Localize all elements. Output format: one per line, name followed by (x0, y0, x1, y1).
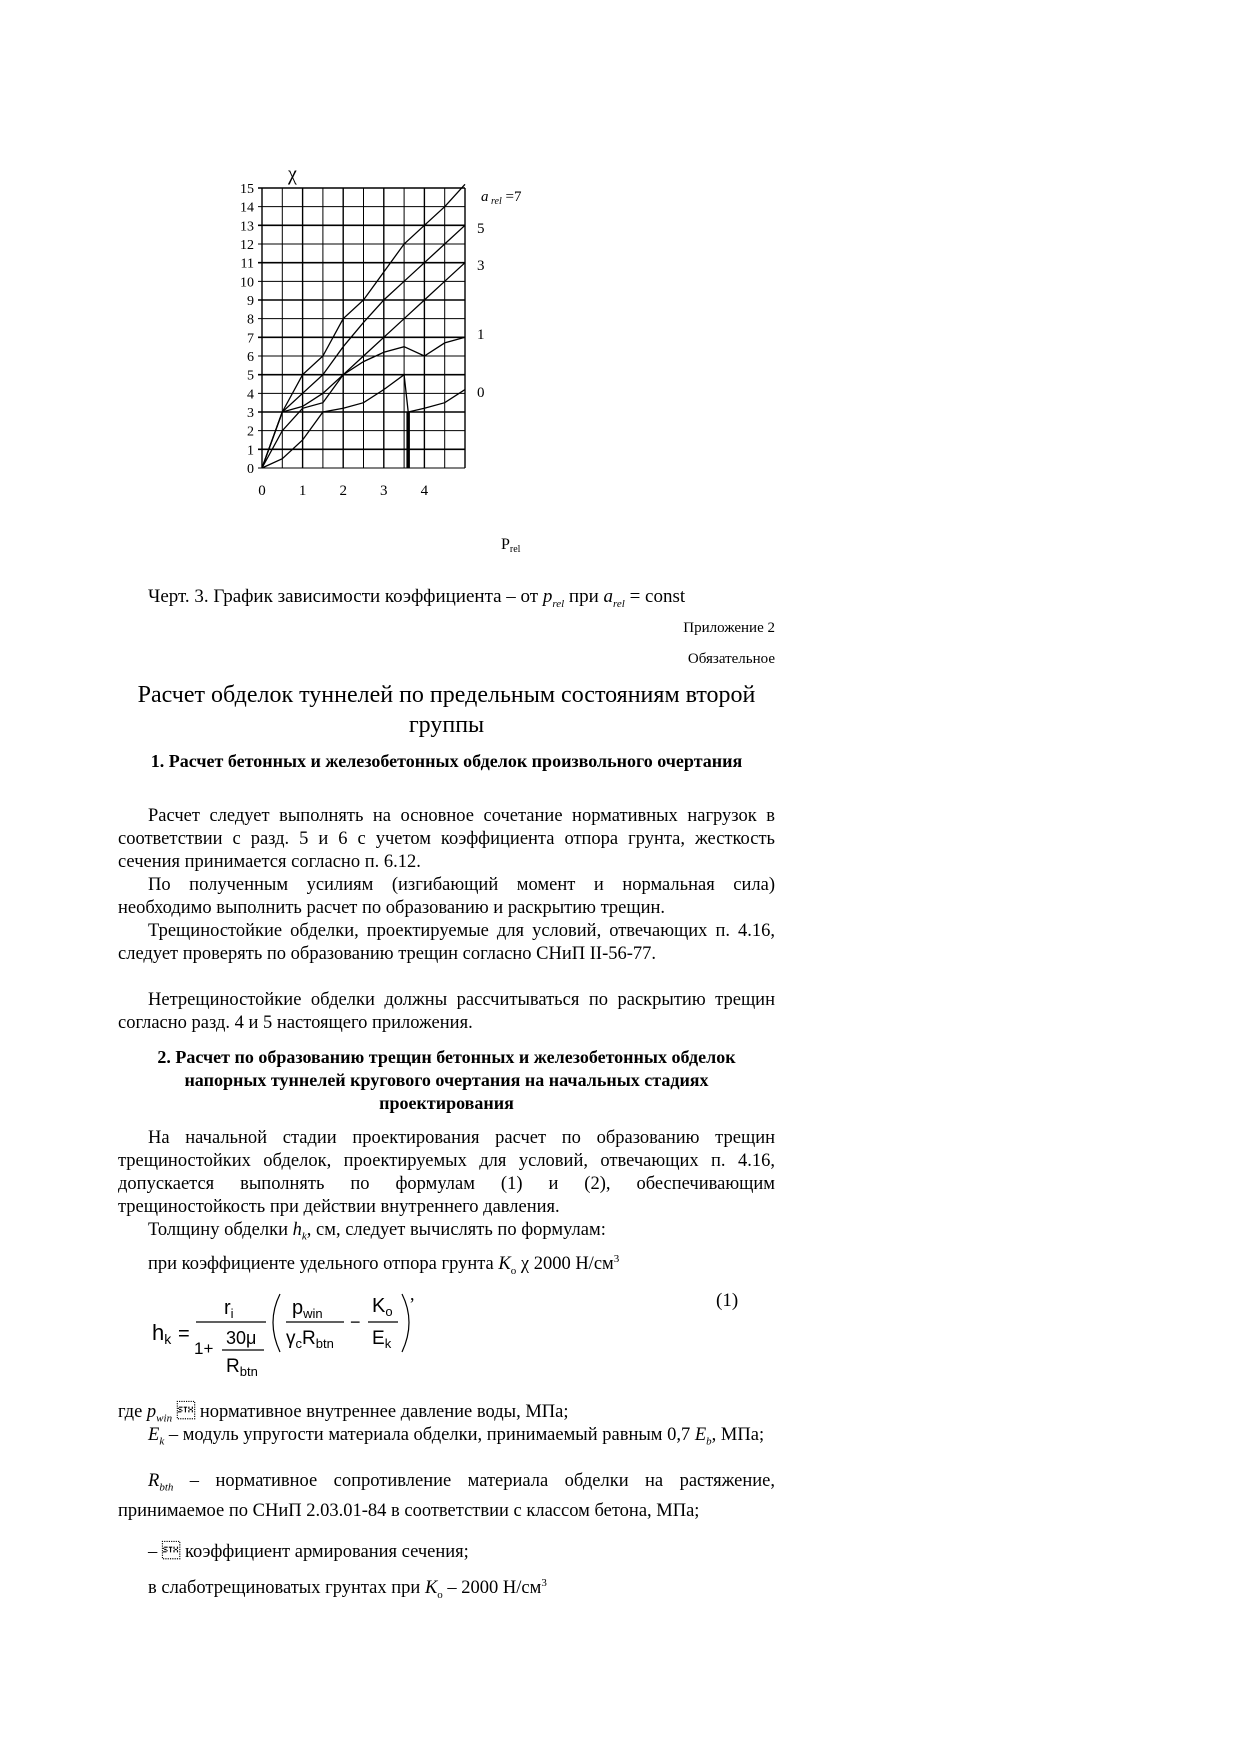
y-tick-label: 3 (247, 406, 254, 421)
series-label-5: 5 (477, 220, 485, 237)
series-label-3: 3 (477, 258, 485, 275)
y-tick-label: 8 (247, 312, 254, 328)
svg-text:30μ: 30μ (226, 1328, 257, 1348)
svg-text:=: = (178, 1323, 190, 1345)
section1-heading: 1. Расчет бетонных и железобетонных обделок произвольного очертания (150, 751, 743, 771)
x-tick-label: 3 (380, 483, 388, 499)
chart-caption: Черт. 3. График зависимости коэффициента – от $p_{rel}$ при $a_{rel}$ = const (148, 586, 686, 610)
y-tick-label: 15 (240, 182, 254, 197)
y-tick-label: 0 (247, 462, 254, 477)
series-label-0: 0 (477, 385, 485, 402)
y-tick-label: 13 (240, 219, 254, 235)
section1-paragraph-3: Трещиностойкие обделки, проектируемые для условий, отвечающих п. 4.16, следует проверять по образованию трещин согласно СНиП II-56-77. (118, 921, 775, 964)
definition-pwin: где $p_{win}$  нормативное внутреннее давление воды, МПа; (118, 1402, 569, 1425)
definition-ek: $E_k$ – модуль упругости материала обделки, принимаемый равным 0,7 $E_b$, МПа; (148, 1425, 765, 1448)
definition-mu: –  коэффициент армирования сечения; (148, 1542, 469, 1562)
x-tick-label: 4 (420, 483, 429, 499)
y-tick-label: 12 (240, 238, 254, 253)
x-tick-labels (258, 483, 428, 499)
series-label-1: 1 (477, 327, 485, 344)
section2-paragraph-1: На начальной стадии проектирования расчет по образованию трещин трещиностойких обделок, проектируемых для условий, отвечающих п. 4.16, допускается выполнять по формулам (1) и (2), обеспечивающим трещиностойкость при действии внутреннего давления. (118, 1128, 775, 1217)
equation-number: (1) (716, 1290, 739, 1311)
y-tick-label: 6 (247, 350, 254, 365)
chi-vs-prel-chart (240, 160, 570, 560)
y-tick-label: 9 (247, 294, 254, 309)
y-axis-label: χ (288, 163, 297, 185)
section2-paragraph-2: Толщину обделки $h_k$, см, следует вычислять по формулам: (148, 1220, 606, 1243)
series-labels (477, 189, 522, 401)
x-tick-label: 0 (258, 483, 266, 499)
weak-fracture-condition: в слаботрещиноватых грунтах при $K_o - 2000$ $Н/см^3$ (148, 1577, 547, 1601)
svg-text:γcRbtn: $\gamma_cR_{btn}$ (286, 1328, 334, 1351)
section2-paragraph-3: при коэффициенте удельного отпора грунта $K_o$ χ 2000 $Н/см^3$ (148, 1253, 620, 1277)
section1-paragraph-4: Нетрещиностойкие обделки должны рассчитываться по раскрытию трещин согласно разд. 4 и 5 настоящего приложения. (118, 990, 775, 1033)
formula-1 (148, 1284, 438, 1394)
appendix-status: Обязательное (687, 651, 775, 667)
section1-paragraph-2: По полученным усилиям (изгибающий момент и нормальная сила) необходимо выполнить расчет по образованию и раскрытию трещин. (118, 875, 775, 918)
series-label-7: a $_{rel}$ =7 (481, 189, 522, 208)
svg-text:pwin: $p_{win}$ (292, 1297, 323, 1321)
y-tick-labels (240, 182, 254, 477)
formula-comma: , (410, 1284, 415, 1304)
svg-text:1+: 1+ (194, 1339, 214, 1358)
y-tick-label: 2 (247, 424, 254, 440)
page-title: Расчет обделок туннелей по предельным состояниям второй группы (137, 682, 756, 738)
y-tick-label: 1 (247, 443, 254, 459)
x-tick-label: 1 (298, 483, 307, 499)
svg-text:hk: hk (152, 1320, 172, 1347)
y-tick-label: 10 (240, 275, 254, 291)
svg-text:Ko: $K_o$ (372, 1295, 393, 1319)
y-tick-label: 5 (247, 368, 254, 384)
definition-rbth: $R_{bth}$ – нормативное сопротивление материала обделки на растяжение, принимаемое по СНиП 2.03.01-84 в соответствии с классом бетона, МПа; (118, 1471, 775, 1521)
y-tick-label: 4 (247, 387, 254, 403)
svg-text:ri: $r_i$ (224, 1297, 234, 1321)
svg-text:Rbtn: $R_{btn}$ (226, 1356, 258, 1379)
y-tick-label: 7 (247, 331, 254, 347)
chart-grid (258, 188, 465, 468)
section2-heading: 2. Расчет по образованию трещин бетонных и железобетонных обделок напорных туннелей кругового очертания на начальных стадиях проектирования (157, 1047, 736, 1113)
y-tick-label: 11 (240, 256, 254, 272)
x-axis-label: Prel (501, 536, 521, 555)
section1-paragraph-1: Расчет следует выполнять на основное сочетание нормативных нагрузок в соответствии с разд. 5 и 6 с учетом коэффициента отпора грунта, жесткость сечения принимается согласно п. 6.12. (118, 806, 775, 872)
svg-text:Ek: $E_k$ (372, 1328, 392, 1351)
appendix-label: Приложение 2 (683, 620, 775, 636)
y-tick-label: 14 (240, 200, 254, 216)
x-tick-label: 2 (339, 483, 347, 499)
svg-text:−: − (350, 1312, 361, 1332)
